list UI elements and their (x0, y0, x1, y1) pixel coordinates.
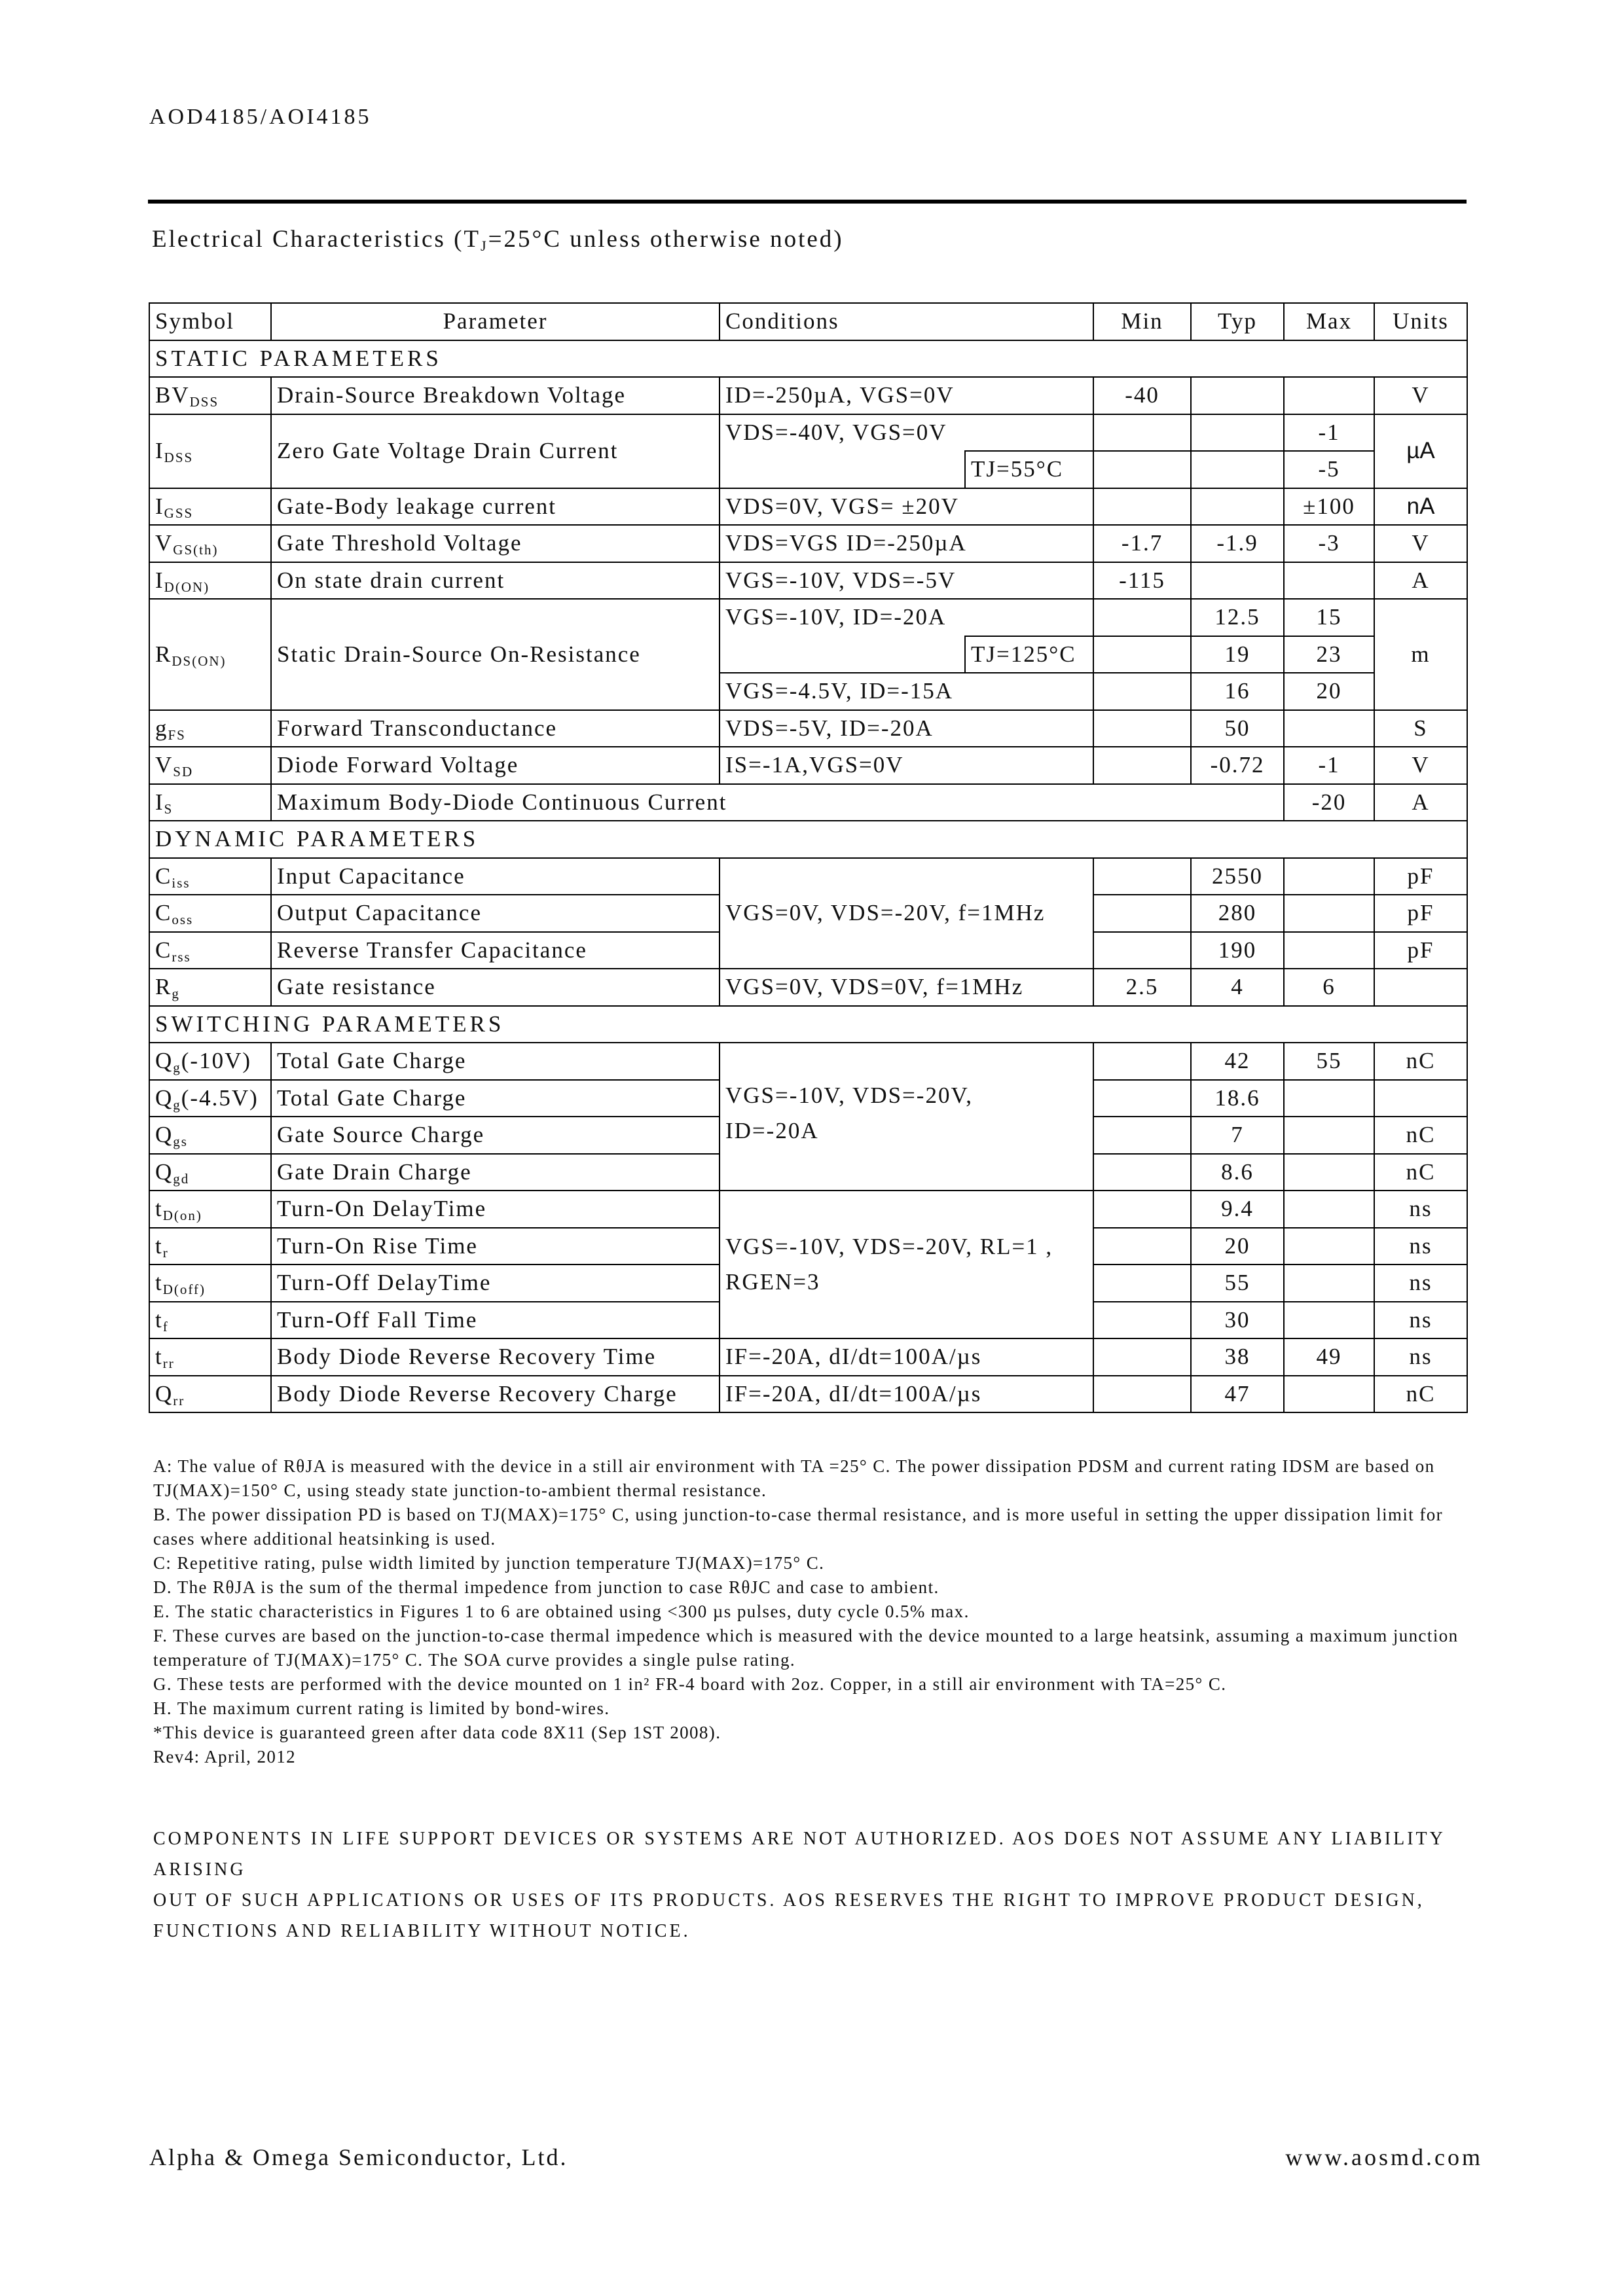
table-row (149, 488, 1467, 526)
table-title (152, 225, 844, 253)
max-bvdss (1284, 377, 1374, 414)
param-gfs: Forward Transconductance (271, 710, 720, 747)
max-is: -20 (1284, 784, 1374, 821)
sym: t (155, 1270, 163, 1296)
table-row (149, 562, 1467, 600)
units-tr: ns (1374, 1228, 1467, 1265)
typ-qgs: 7 (1191, 1117, 1284, 1154)
units-igss: nA (1374, 488, 1467, 526)
sym-sub: f (162, 1318, 169, 1335)
units-tdoff: ns (1374, 1265, 1467, 1302)
max-rdson-3: 20 (1284, 673, 1374, 710)
table-row (149, 747, 1467, 784)
typ-crss: 190 (1191, 932, 1284, 969)
table-row (149, 414, 1467, 452)
sym: Q (155, 1085, 173, 1111)
sym: Q (155, 1158, 173, 1185)
units-qgd: nC (1374, 1154, 1467, 1191)
min-idon: -115 (1093, 562, 1191, 600)
max-tr (1284, 1228, 1374, 1265)
symbol-qrr (149, 1376, 271, 1413)
units-vgsth: V (1374, 525, 1467, 562)
header-rule (148, 200, 1467, 204)
units-qrr: nC (1374, 1376, 1467, 1413)
min-trr (1093, 1338, 1191, 1376)
sym: V (155, 752, 173, 778)
param-tdoff: Turn-Off DelayTime (271, 1265, 720, 1302)
min-qg45 (1093, 1080, 1191, 1117)
min-tdon (1093, 1191, 1191, 1228)
max-rg: 6 (1284, 969, 1374, 1006)
cond-qrr: IF=-20A, dI/dt=100A/µs (720, 1376, 1093, 1413)
part-number-header: AOD4185/AOI4185 (149, 105, 372, 129)
param-rdson: Static Drain-Source On-Resistance (271, 599, 720, 710)
min-coss (1093, 895, 1191, 932)
cond-charge-line1: VGS=-10V, VDS=-20V, (725, 1083, 973, 1108)
symbol-qg45 (149, 1080, 271, 1117)
cond-rdson: VGS=-10V, ID=-20A (720, 599, 1093, 636)
col-max: Max (1284, 303, 1374, 340)
units-trr: ns (1374, 1338, 1467, 1376)
min-bvdss: -40 (1093, 377, 1191, 414)
param-bvdss: Drain-Source Breakdown Voltage (271, 377, 720, 414)
sym: Q (155, 1048, 173, 1074)
footer-website[interactable]: www.aosmd.com (1285, 2144, 1483, 2170)
min-tf (1093, 1302, 1191, 1339)
symbol-rdson (149, 599, 271, 710)
cond-charge (720, 1043, 1093, 1191)
max-idss-2: -5 (1284, 451, 1374, 488)
note-g: G. These tests are performed with the device mounted on 1 in² FR-4 board with 2oz. Copper, in a still air environment with TA=25° C. (153, 1674, 1227, 1694)
cond-rg: VGS=0V, VDS=0V, f=1MHz (720, 969, 1093, 1006)
max-trr: 49 (1284, 1338, 1374, 1376)
sym-sub: g (173, 1060, 181, 1076)
col-parameter: Parameter (271, 303, 720, 340)
typ-tf: 30 (1191, 1302, 1284, 1339)
param-qgd: Gate Drain Charge (271, 1154, 720, 1191)
sym-sub: D(ON) (164, 579, 210, 595)
col-min: Min (1093, 303, 1191, 340)
sym: t (155, 1344, 163, 1370)
units-rdson: m (1374, 599, 1467, 710)
max-tdon (1284, 1191, 1374, 1228)
units-qg45 (1374, 1080, 1467, 1117)
min-tr (1093, 1228, 1191, 1265)
sym-sub: r (162, 1244, 169, 1261)
cond-vsd: IS=-1A,VGS=0V (720, 747, 1093, 784)
max-rdson: 15 (1284, 599, 1374, 636)
max-tdoff (1284, 1265, 1374, 1302)
table-row (149, 1338, 1467, 1376)
sym: R (155, 974, 172, 1000)
max-rdson-2: 23 (1284, 636, 1374, 673)
symbol-bvdss (149, 377, 271, 414)
section-dynamic: DYNAMIC PARAMETERS (149, 821, 1467, 858)
typ-qg45: 18.6 (1191, 1080, 1284, 1117)
sym-sub: rr (162, 1355, 175, 1372)
param-vgsth: Gate Threshold Voltage (271, 525, 720, 562)
sym-sub: DS(ON) (172, 653, 227, 669)
sym: C (155, 900, 172, 926)
table-row (149, 1043, 1467, 1080)
symbol-tdon (149, 1191, 271, 1228)
section-switching: SWITCHING PARAMETERS (149, 1006, 1467, 1043)
param-tdon: Turn-On DelayTime (271, 1191, 720, 1228)
cond-idss-tj: TJ=55°C (965, 451, 1093, 488)
symbol-idss (149, 414, 271, 488)
param-idon: On state drain current (271, 562, 720, 600)
sym: t (155, 1306, 163, 1333)
max-qg10: 55 (1284, 1043, 1374, 1080)
table-row (149, 969, 1467, 1006)
typ-idss-2 (1191, 451, 1284, 488)
typ-rdson-2: 19 (1191, 636, 1284, 673)
units-tf: ns (1374, 1302, 1467, 1339)
min-rg: 2.5 (1093, 969, 1191, 1006)
sym-sub: FS (168, 726, 186, 743)
min-igss (1093, 488, 1191, 526)
table-row (149, 1376, 1467, 1413)
typ-qg10: 42 (1191, 1043, 1284, 1080)
note-green: *This device is guaranteed green after data code 8X11 (Sep 1ST 2008). (153, 1723, 721, 1742)
table-row (149, 1191, 1467, 1228)
cond-bvdss: ID=-250µA, VGS=0V (720, 377, 1093, 414)
typ-trr: 38 (1191, 1338, 1284, 1376)
symbol-igss (149, 488, 271, 526)
sym-sub: oss (172, 912, 194, 928)
note-rev: Rev4: April, 2012 (153, 1747, 297, 1767)
cond-switching-line1: VGS=-10V, VDS=-20V, RL=1 , (725, 1234, 1053, 1259)
units-qg10: nC (1374, 1043, 1467, 1080)
sym: Q (155, 1380, 173, 1407)
col-conditions: Conditions (720, 303, 1093, 340)
min-rdson-3 (1093, 673, 1191, 710)
sym: V (155, 530, 173, 556)
units-qgs: nC (1374, 1117, 1467, 1154)
max-coss (1284, 895, 1374, 932)
table-row (149, 525, 1467, 562)
sym-sub: gd (173, 1170, 190, 1187)
min-gfs (1093, 710, 1191, 747)
min-tdoff (1093, 1265, 1191, 1302)
note-c: C: Repetitive rating, pulse width limited by junction temperature TJ(MAX)=175° C. (153, 1553, 825, 1573)
sym-sub: rss (172, 948, 191, 965)
cond-switching (720, 1191, 1093, 1338)
note-b: B. The power dissipation PD is based on TJ(MAX)=175° C, using junction-to-case thermal resistance, and is more useful in setting the upper dissipation limit for cases where additional heatsinking is used. (153, 1505, 1444, 1549)
units-rg (1374, 969, 1467, 1006)
typ-igss (1191, 488, 1284, 526)
note-f: F. These curves are based on the junction-to-case thermal impedence which is measured with the device mounted to a large heatsink, assuming a maximum junction temperature of TJ(MAX)=175° C. The SOA curve provides a single pulse rating. (153, 1626, 1459, 1670)
units-is: A (1374, 784, 1467, 821)
typ-rdson-3: 16 (1191, 673, 1284, 710)
title-suffix: =25°C unless otherwise noted) (488, 226, 844, 253)
param-idss: Zero Gate Voltage Drain Current (271, 414, 720, 488)
note-d: D. The RθJA is the sum of the thermal impedence from junction to case RθJC and case to ambient. (153, 1577, 939, 1597)
max-vgsth: -3 (1284, 525, 1374, 562)
sym: I (155, 493, 164, 519)
symbol-gfs (149, 710, 271, 747)
sym-sub: rr (173, 1392, 185, 1408)
typ-qrr: 47 (1191, 1376, 1284, 1413)
typ-rg: 4 (1191, 969, 1284, 1006)
min-idss-2 (1093, 451, 1191, 488)
sym: I (155, 789, 164, 815)
disclaimer-line: FUNCTIONS AND RELIABILITY WITHOUT NOTICE. (153, 1921, 691, 1941)
symbol-trr (149, 1338, 271, 1376)
typ-rdson: 12.5 (1191, 599, 1284, 636)
min-qgs (1093, 1117, 1191, 1154)
typ-tdoff: 55 (1191, 1265, 1284, 1302)
max-gfs (1284, 710, 1374, 747)
units-tdon: ns (1374, 1191, 1467, 1228)
sym-sub: DSS (164, 449, 194, 465)
section-row (149, 821, 1467, 858)
table-row (149, 377, 1467, 414)
param-ciss: Input Capacitance (271, 858, 720, 895)
sym: t (155, 1232, 163, 1259)
cond-switching-line2: RGEN=3 (725, 1269, 820, 1295)
sym: C (155, 863, 172, 889)
section-static: STATIC PARAMETERS (149, 340, 1467, 378)
sym: g (155, 715, 168, 741)
min-vgsth: -1.7 (1093, 525, 1191, 562)
sym-sub: GS(th) (173, 542, 219, 558)
units-gfs: S (1374, 710, 1467, 747)
sym-sub: D(on) (162, 1208, 202, 1224)
cond-capacitance: VGS=0V, VDS=-20V, f=1MHz (720, 858, 1093, 969)
symbol-qg10 (149, 1043, 271, 1080)
symbol-tdoff (149, 1265, 271, 1302)
sym: I (155, 567, 164, 593)
max-ciss (1284, 858, 1374, 895)
note-h: H. The maximum current rating is limited by bond-wires. (153, 1698, 610, 1718)
param-is: Maximum Body-Diode Continuous Current (271, 784, 1284, 821)
min-ciss (1093, 858, 1191, 895)
typ-gfs: 50 (1191, 710, 1284, 747)
cond-vgsth: VDS=VGS ID=-250µA (720, 525, 1093, 562)
sym-sub: DSS (189, 394, 219, 410)
min-qg10 (1093, 1043, 1191, 1080)
min-rdson (1093, 599, 1191, 636)
units-vsd: V (1374, 747, 1467, 784)
param-tr: Turn-On Rise Time (271, 1228, 720, 1265)
symbol-vsd (149, 747, 271, 784)
cond-trr: IF=-20A, dI/dt=100A/µs (720, 1338, 1093, 1376)
min-qrr (1093, 1376, 1191, 1413)
note-e: E. The static characteristics in Figures 1 to 6 are obtained using <300 µs pulses, duty cycle 0.5% max. (153, 1602, 970, 1621)
typ-vsd: -0.72 (1191, 747, 1284, 784)
max-idss: -1 (1284, 414, 1374, 452)
max-qg45 (1284, 1080, 1374, 1117)
disclaimer-line: COMPONENTS IN LIFE SUPPORT DEVICES OR SYSTEMS ARE NOT AUTHORIZED. AOS DOES NOT ASSUME ANY LIABILITY ARISING (153, 1829, 1445, 1880)
disclaimer (153, 1823, 1466, 1946)
min-vsd (1093, 747, 1191, 784)
min-crss (1093, 932, 1191, 969)
param-vsd: Diode Forward Voltage (271, 747, 720, 784)
symbol-vgsth (149, 525, 271, 562)
param-crss: Reverse Transfer Capacitance (271, 932, 720, 969)
sym: BV (155, 382, 190, 408)
symbol-qgd (149, 1154, 271, 1191)
min-qgd (1093, 1154, 1191, 1191)
sym: Q (155, 1122, 173, 1148)
cond-rdson-3: VGS=-4.5V, ID=-15A (720, 673, 1093, 710)
section-row (149, 1006, 1467, 1043)
sym-sub: D(off) (162, 1282, 206, 1298)
notes (153, 1454, 1466, 1769)
typ-vgsth: -1.9 (1191, 525, 1284, 562)
max-qgd (1284, 1154, 1374, 1191)
cond-idss-blank (720, 451, 965, 488)
col-symbol: Symbol (149, 303, 271, 340)
units-coss: pF (1374, 895, 1467, 932)
sym-sub: gs (173, 1134, 188, 1150)
cond-idon: VGS=-10V, VDS=-5V (720, 562, 1093, 600)
max-tf (1284, 1302, 1374, 1339)
cond-idss: VDS=-40V, VGS=0V (720, 414, 1093, 452)
symbol-qgs (149, 1117, 271, 1154)
param-tf: Turn-Off Fall Time (271, 1302, 720, 1339)
typ-tdon: 9.4 (1191, 1191, 1284, 1228)
param-qgs: Gate Source Charge (271, 1117, 720, 1154)
sym: I (155, 438, 164, 463)
sym-suffix: (-4.5V) (181, 1085, 259, 1111)
units-idss: µA (1374, 414, 1467, 488)
max-crss (1284, 932, 1374, 969)
typ-coss: 280 (1191, 895, 1284, 932)
typ-bvdss (1191, 377, 1284, 414)
title-prefix: Electrical Characteristics (T (152, 226, 481, 253)
max-idon (1284, 562, 1374, 600)
section-row (149, 340, 1467, 378)
symbol-idon (149, 562, 271, 600)
typ-tr: 20 (1191, 1228, 1284, 1265)
footer-company: Alpha & Omega Semiconductor, Ltd. (149, 2144, 568, 2170)
sym: t (155, 1196, 163, 1222)
param-qg45: Total Gate Charge (271, 1080, 720, 1117)
sym-suffix: (-10V) (181, 1048, 252, 1074)
table-row (149, 784, 1467, 821)
col-units: Units (1374, 303, 1467, 340)
max-igss: ±100 (1284, 488, 1374, 526)
sym-sub: SD (173, 764, 194, 780)
symbol-tr (149, 1228, 271, 1265)
param-qrr: Body Diode Reverse Recovery Charge (271, 1376, 720, 1413)
units-bvdss: V (1374, 377, 1467, 414)
typ-ciss: 2550 (1191, 858, 1284, 895)
units-idon: A (1374, 562, 1467, 600)
units-crss: pF (1374, 932, 1467, 969)
max-qrr (1284, 1376, 1374, 1413)
sym-sub: g (172, 986, 180, 1002)
symbol-ciss (149, 858, 271, 895)
param-coss: Output Capacitance (271, 895, 720, 932)
typ-idss (1191, 414, 1284, 452)
table-header-row (149, 303, 1467, 340)
sym-sub: iss (172, 874, 191, 891)
symbol-rg (149, 969, 271, 1006)
symbol-coss (149, 895, 271, 932)
max-qgs (1284, 1117, 1374, 1154)
cond-rdson-tj: TJ=125°C (965, 636, 1093, 673)
col-typ: Typ (1191, 303, 1284, 340)
table-row (149, 710, 1467, 747)
sym-sub: GSS (164, 505, 194, 521)
param-igss: Gate-Body leakage current (271, 488, 720, 526)
electrical-characteristics-table (149, 302, 1468, 1413)
note-a: A: The value of RθJA is measured with the device in a still air environment with TA =25° C. The power dissipation PDSM and current rating IDSM are based on TJ(MAX)=150° C, using steady state junction-to-ambient thermal resistance. (153, 1456, 1435, 1500)
cond-gfs: VDS=-5V, ID=-20A (720, 710, 1093, 747)
symbol-is (149, 784, 271, 821)
table-row (149, 858, 1467, 895)
max-vsd: -1 (1284, 747, 1374, 784)
param-trr: Body Diode Reverse Recovery Time (271, 1338, 720, 1376)
disclaimer-line: OUT OF SUCH APPLICATIONS OR USES OF ITS PRODUCTS. AOS RESERVES THE RIGHT TO IMPROVE PRODUCT DESIGN, (153, 1890, 1425, 1910)
cond-igss: VDS=0V, VGS= ±20V (720, 488, 1093, 526)
min-rdson-2 (1093, 636, 1191, 673)
sym: C (155, 937, 172, 963)
title-sub: J (481, 238, 488, 255)
symbol-tf (149, 1302, 271, 1339)
symbol-crss (149, 932, 271, 969)
cond-charge-line2: ID=-20A (725, 1118, 819, 1143)
param-rg: Gate resistance (271, 969, 720, 1006)
min-idss (1093, 414, 1191, 452)
sym-sub: S (164, 800, 173, 817)
sym: R (155, 641, 172, 667)
typ-idon (1191, 562, 1284, 600)
table-row (149, 599, 1467, 636)
sym-sub: g (173, 1096, 181, 1113)
typ-qgd: 8.6 (1191, 1154, 1284, 1191)
param-qg10: Total Gate Charge (271, 1043, 720, 1080)
cond-rdson-blank (720, 636, 965, 673)
units-ciss: pF (1374, 858, 1467, 895)
